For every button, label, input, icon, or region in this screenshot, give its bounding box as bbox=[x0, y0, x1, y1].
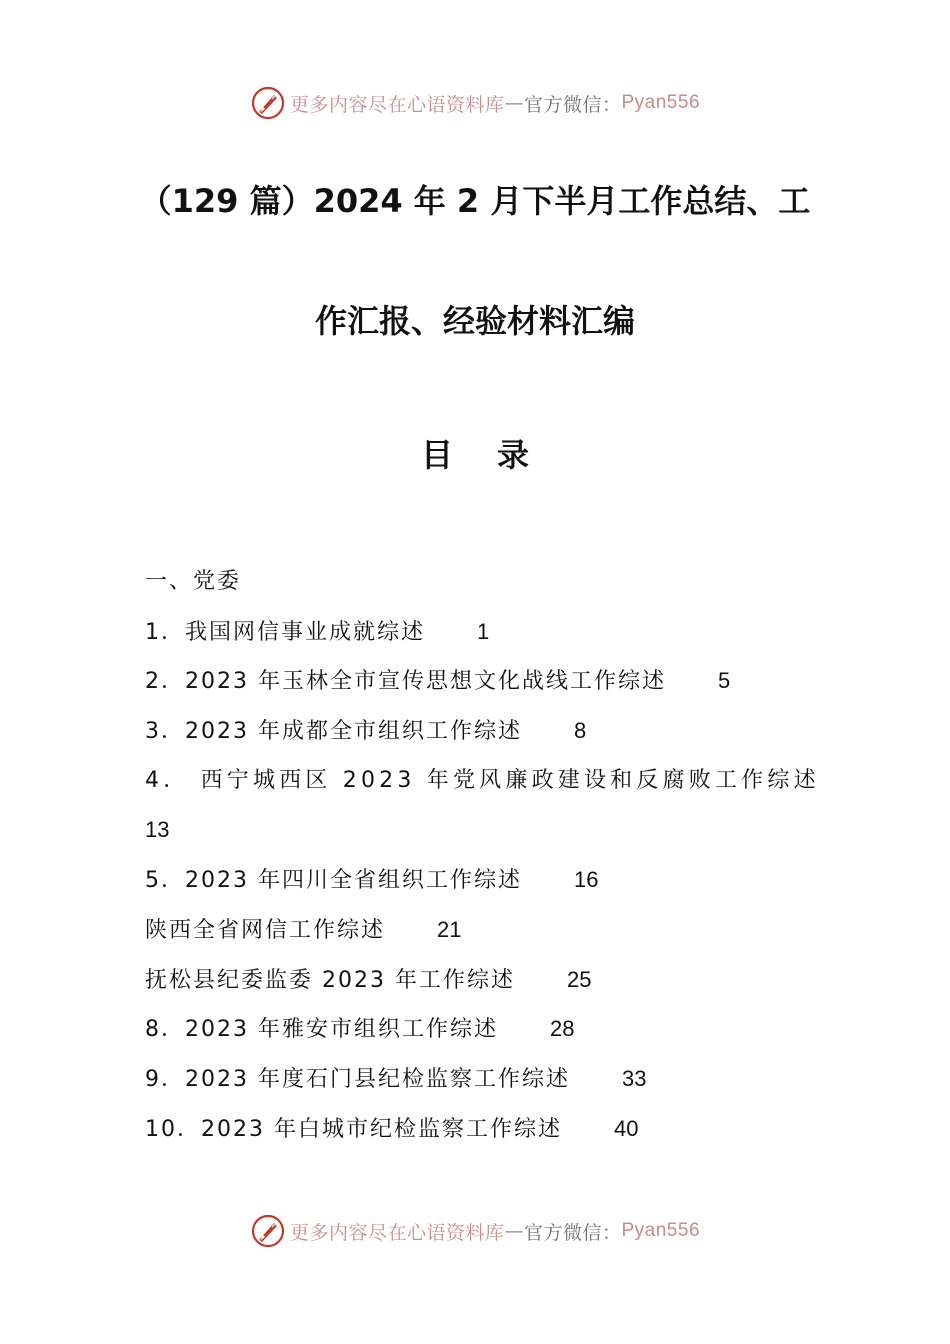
banner-dash: — bbox=[504, 1220, 524, 1242]
header-banner bbox=[0, 78, 950, 128]
toc-entry[interactable] bbox=[145, 610, 815, 660]
toc-entry-page: 33 bbox=[621, 1065, 647, 1091]
toc-entry[interactable] bbox=[145, 659, 815, 709]
banner-main-text: 更多内容尽在心语资料库 bbox=[289, 93, 505, 116]
toc-entry[interactable] bbox=[145, 858, 815, 908]
toc-entry-title: 3．2023 年成都全市组织工作综述 bbox=[145, 719, 522, 745]
toc-entry[interactable] bbox=[145, 1107, 815, 1157]
document-title-line-1: （129 篇）2024 年 2 月下半月工作总结、工 bbox=[139, 182, 811, 220]
toc-entry-title: 1．我国网信事业成就综述 bbox=[145, 619, 425, 645]
banner-official-label: 官方微信： bbox=[523, 1221, 622, 1244]
toc-entry-title: 2．2023 年玉林全市宣传思想文化战线工作综述 bbox=[145, 669, 666, 695]
toc-entry[interactable] bbox=[145, 759, 820, 858]
toc-entry[interactable] bbox=[145, 709, 815, 759]
toc-entry[interactable] bbox=[145, 1057, 815, 1107]
banner-dash: — bbox=[504, 92, 524, 114]
banner-main-text: 更多内容尽在心语资料库 bbox=[289, 1221, 505, 1244]
toc-section-label: 一、党委 bbox=[145, 569, 242, 594]
toc-entry-title: 8．2023 年雅安市组织工作综述 bbox=[145, 1017, 498, 1043]
toc-heading: 目录 bbox=[420, 436, 573, 474]
toc-entry[interactable] bbox=[145, 958, 815, 1008]
toc-entry-page: 40 bbox=[613, 1115, 639, 1141]
toc-entry[interactable] bbox=[145, 1007, 815, 1057]
banner-wechat-id: Pyan556 bbox=[621, 92, 701, 113]
toc-entry-page: 16 bbox=[573, 867, 599, 893]
toc-entry-title: 9．2023 年度石门县纪检监察工作综述 bbox=[145, 1066, 570, 1092]
banner-official-label: 官方微信： bbox=[523, 93, 622, 116]
toc-entry-page: 8 bbox=[573, 718, 587, 744]
toc-entry-page: 1 bbox=[477, 618, 490, 644]
toc-entry-title: 5．2023 年四川全省组织工作综述 bbox=[145, 868, 522, 894]
quill-pen-logo-icon bbox=[250, 1213, 286, 1249]
toc-entry-title: 抚松县纪委监委 2023 年工作综述 bbox=[145, 967, 515, 993]
toc-entry-page: 13 bbox=[145, 817, 170, 843]
toc-section-heading bbox=[145, 560, 815, 610]
footer-banner bbox=[0, 1206, 950, 1256]
toc-entry[interactable] bbox=[145, 908, 815, 958]
document-title-line-2: 作汇报、经验材料汇编 bbox=[314, 302, 635, 340]
toc-entry-page: 21 bbox=[437, 916, 462, 942]
toc-entry-title: 10．2023 年白城市纪检监察工作综述 bbox=[145, 1116, 562, 1142]
toc-entry-page: 25 bbox=[566, 966, 592, 992]
toc-entry-title: 陕西全省网信工作综述 bbox=[145, 917, 386, 943]
quill-pen-logo-icon bbox=[250, 85, 286, 121]
toc-entry-page: 5 bbox=[717, 668, 731, 694]
toc-entry-page: 28 bbox=[549, 1016, 575, 1042]
table-of-contents bbox=[145, 560, 820, 1156]
banner-wechat-id: Pyan556 bbox=[621, 1220, 701, 1241]
toc-entry-title: 4． 西宁城西区 2023 年党风廉政建设和反腐败工作综述 bbox=[145, 767, 820, 793]
